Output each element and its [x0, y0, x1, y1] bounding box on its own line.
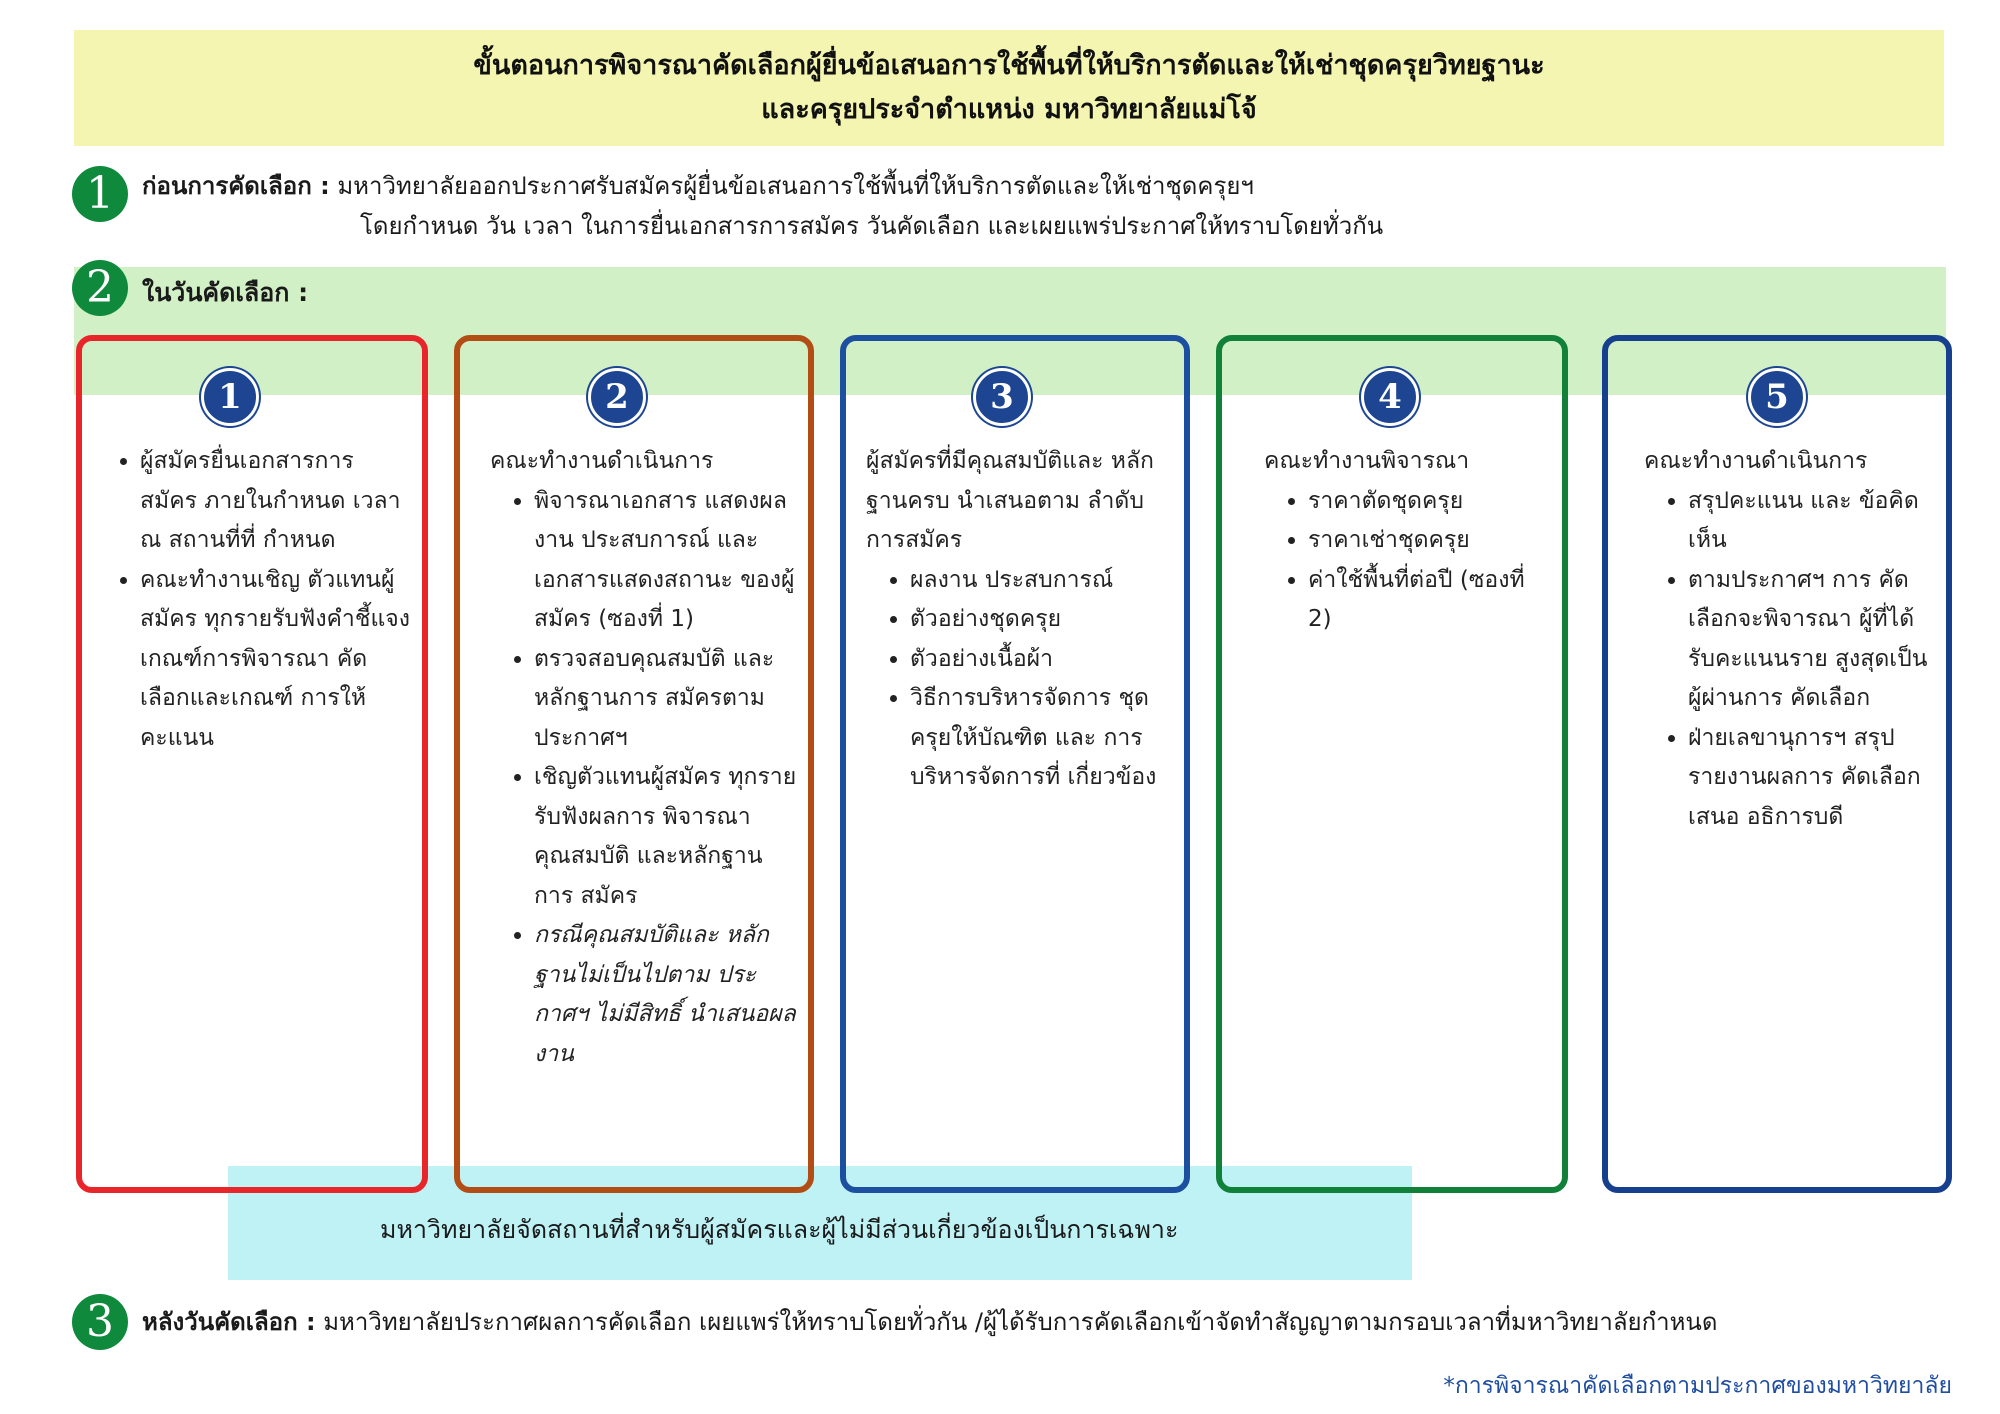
stage-5-number-icon: 5 — [1748, 368, 1806, 426]
stage-5-intro: คณะทำงานดำเนินการ — [1644, 448, 1868, 474]
stage-5-item: • ฝ่ายเลขานุการฯ สรุปรายงานผลการ คัดเลือกเสนอ อธิการบดี — [1688, 719, 1940, 838]
stage-3-item: • วิธีการบริหารจัดการ ชุดครุยให้บัณฑิต และ การบริหารจัดการที่ เกี่ยวข้อง — [910, 679, 1176, 798]
step-3-circle: 3 — [72, 1294, 128, 1350]
step-2-circle: 2 — [72, 260, 128, 316]
section-1-text-line-1: มหาวิทยาลัยออกประกาศรับสมัครผู้ยื่นข้อเสนอการใช้พื้นที่ให้บริการตัดและให้เช่าชุดครุยฯ — [337, 172, 1254, 200]
stage-2-item: • ตรวจสอบคุณสมบัติ และหลักฐานการ สมัครตามประกาศฯ — [534, 640, 800, 759]
stage-2-number-icon: 2 — [588, 368, 646, 426]
venue-note-text: มหาวิทยาลัยจัดสถานที่สำหรับผู้สมัครและผู้ไม่มีส่วนเกี่ยวข้องเป็นการเฉพาะ — [380, 1215, 1179, 1244]
stage-4-item: • ราคาเช่าชุดครุย — [1308, 521, 1554, 561]
stage-3-intro: ผู้สมัครที่มีคุณสมบัติและ หลักฐานครบ นำเสนอตาม ลำดับการสมัคร — [866, 448, 1154, 553]
stage-3-body — [866, 442, 1176, 798]
stage-2-item: • พิจารณาเอกสาร แสดงผลงาน ประสบการณ์ และ เอกสารแสดงสถานะ ของผู้สมัคร (ซองที่ 1) — [534, 482, 800, 640]
title-line-2: และครุยประจำตำแหน่ง มหาวิทยาลัยแม่โจ้ — [761, 94, 1257, 125]
section-3-text — [142, 1302, 1717, 1342]
stage-5-item: • ตามประกาศฯ การ คัดเลือกจะพิจารณา ผู้ที่ได้รับคะแนนราย สูงสุดเป็นผู้ผ่านการ คัดเลือก — [1688, 561, 1940, 719]
stage-3-item: • ตัวอย่างเนื้อผ้า — [910, 640, 1176, 680]
section-1-text-line-2: โดยกำหนด วัน เวลา ในการยื่นเอกสารการสมัคร วันคัดเลือก และเผยแพร่ประกาศให้ทราบโดยทั่วกัน — [360, 212, 1384, 240]
title-banner — [74, 30, 1944, 146]
title-line-1: ขั้นตอนการพิจารณาคัดเลือกผู้ยื่นข้อเสนอการใช้พื้นที่ให้บริการตัดและให้เช่าชุดครุยวิทยฐานะ — [473, 50, 1545, 81]
section-3-label: หลังวันคัดเลือก : — [142, 1308, 316, 1336]
stage-1-item: • ผู้สมัครยื่นเอกสารการ สมัคร ภายในกำหนด เวลา ณ สถานที่ที่ กำหนด — [140, 442, 412, 561]
stage-4-item: • ราคาตัดชุดครุย — [1308, 482, 1554, 522]
stage-5-body — [1644, 442, 1940, 837]
step-1-circle: 1 — [72, 166, 128, 222]
stage-4-number-icon: 4 — [1361, 368, 1419, 426]
stage-2-body — [490, 442, 800, 1074]
stage-5-item: • สรุปคะแนน และ ข้อคิดเห็น — [1688, 482, 1940, 561]
stage-2-item: • กรณีคุณสมบัติและ หลักฐานไม่เป็นไปตาม ประกาศฯ ไม่มีสิทธิ์ นำเสนอผลงาน — [534, 916, 800, 1074]
section-1-text — [142, 166, 1383, 246]
stage-3-number-icon: 3 — [973, 368, 1031, 426]
stage-2-intro: คณะทำงานดำเนินการ — [490, 448, 714, 474]
section-3-body: มหาวิทยาลัยประกาศผลการคัดเลือก เผยแพร่ให้ทราบโดยทั่วกัน /ผู้ได้รับการคัดเลือกเข้าจัดทำสัญญาตามกรอบเวลาที่มหาวิทยาลัยกำหนด — [323, 1308, 1718, 1336]
stage-4-body — [1264, 442, 1554, 640]
stage-1-body — [112, 442, 412, 758]
section-2-label: ในวันคัดเลือก : — [142, 278, 309, 307]
stage-1-number-icon: 1 — [201, 368, 259, 426]
stage-3-item: • ตัวอย่างชุดครุย — [910, 600, 1176, 640]
section-1-label: ก่อนการคัดเลือก : — [142, 172, 330, 200]
stage-4-item: • ค่าใช้พื้นที่ต่อปี (ซองที่ 2) — [1308, 561, 1554, 640]
stage-3-item: • ผลงาน ประสบการณ์ — [910, 561, 1176, 601]
stage-2-item: • เชิญตัวแทนผู้สมัคร ทุกราย รับฟังผลการ พิจารณาคุณสมบัติ และหลักฐานการ สมัคร — [534, 758, 800, 916]
stage-4-intro: คณะทำงานพิจารณา — [1264, 448, 1470, 474]
stage-1-item: • คณะทำงานเชิญ ตัวแทนผู้สมัคร ทุกรายรับฟังคำชี้แจง เกณฑ์การพิจารณา คัดเลือกและเกณฑ์ การให้คะแนน — [140, 561, 412, 759]
footnote: *การพิจารณาคัดเลือกตามประกาศของมหาวิทยาลัย — [1443, 1373, 1952, 1399]
